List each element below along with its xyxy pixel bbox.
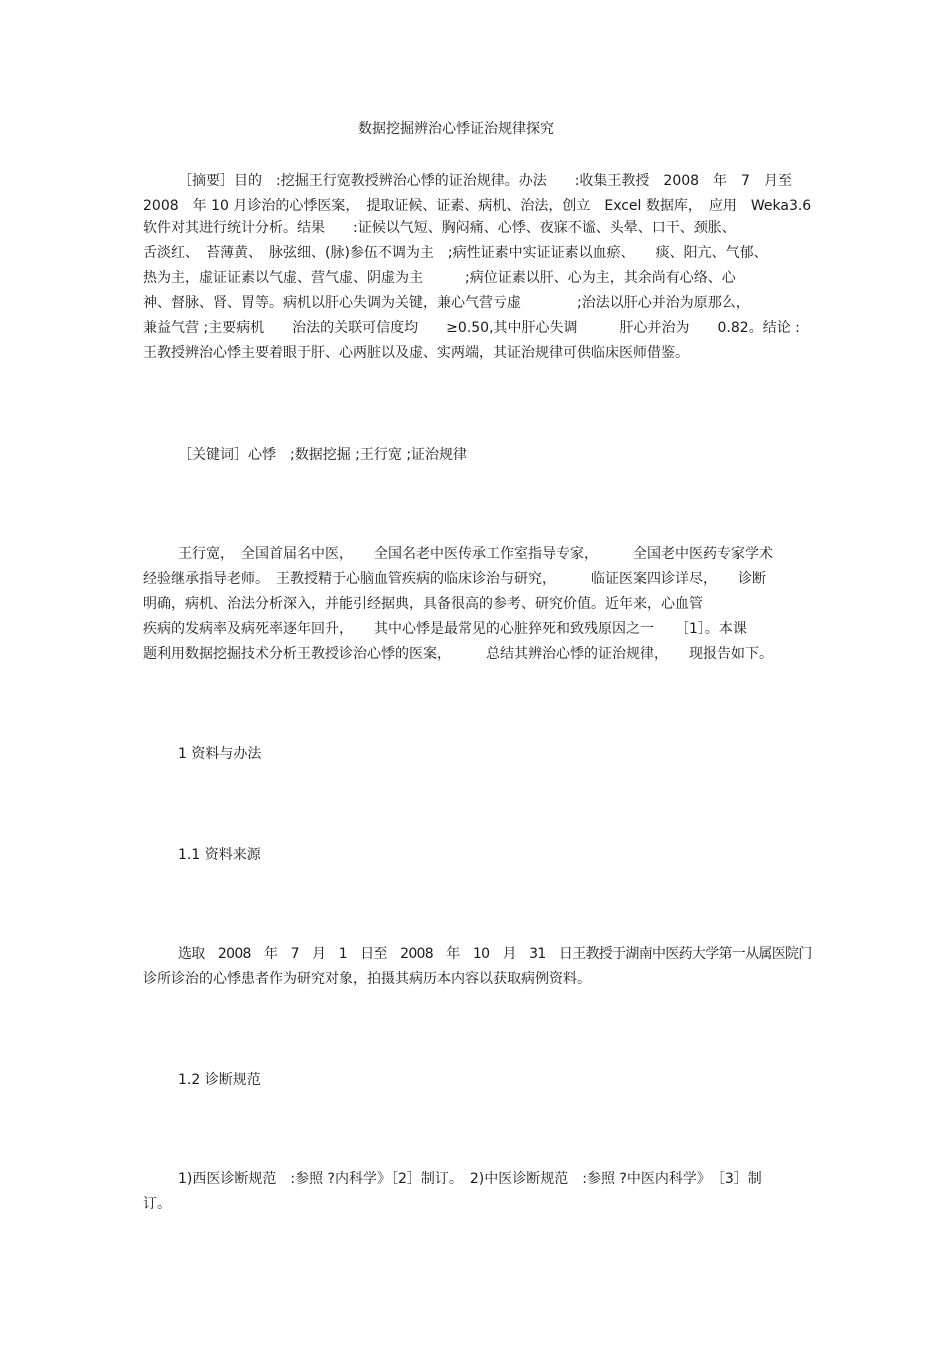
keywords-line: ［关键词］心悸 ;数据挖掘 ;王行宽 ;证治规律: [178, 447, 468, 463]
abstract-line: 2008 年 10 月诊治的心悸医案， 提取证候、证素、病机、治法，创立 Excel 数据库， 应用 Weka3.6: [143, 198, 812, 214]
section-heading-1-2: 1.2 诊断规范: [178, 1072, 261, 1088]
diagnosis-line: 订。: [143, 1196, 171, 1212]
intro-line: 题利用数据挖掘技术分析王教授诊治心悸的医案， 总结其辨治心悸的证治规律， 现报告如下。: [143, 646, 773, 662]
abstract-line: 王教授辨治心悸主要着眼于肝、心两脏以及虚、实两端，其证治规律可供临床医师借鉴。: [143, 345, 689, 361]
intro-line: 疾病的发病率及病死率逐年回升， 其中心悸是最常见的心脏猝死和致残原因之一 ［1］。本课: [143, 621, 747, 637]
abstract-line: 神、督脉、肾、胃等。病机以肝心失调为关键，兼心气营亏虚 ;治法以肝心并治为原那么，: [143, 295, 750, 311]
abstract-line: ［摘要］目的 :挖掘王行宽教授辨治心悸的证治规律。办法 :收集王教授 2008 年 7 月至: [178, 173, 792, 189]
abstract-line: 兼益气营 ;主要病机 治法的关联可信度均 ≥0.50,其中肝心失调 肝心并治为 0.82。结论 :: [143, 320, 800, 336]
abstract-line: 软件对其进行统计分析。结果 :证候以气短、胸闷痛、心悸、夜寐不谧、头晕、口干、颈胀、: [143, 220, 736, 236]
section-heading-1: 1 资料与办法: [178, 746, 262, 762]
page-title: 数据挖掘辨治心悸证治规律探究: [358, 121, 554, 137]
source-line: 诊所诊治的心悸患者作为研究对象，拍摄其病历本内容以获取病例资料。: [143, 971, 591, 987]
source-line: 选取 2008 年 7 月 1 日至 2008 年 10 月 31 日王教授于湖南中医药大学第一从属医院门: [178, 946, 812, 962]
intro-line: 王行宽， 全国首届名中医， 全国名老中医传承工作室指导专家， 全国老中医药专家学术: [178, 546, 773, 562]
intro-line: 明确，病机、治法分析深入，并能引经据典，具备很高的参考、研究价值。近年来，心血管: [143, 596, 703, 612]
section-heading-1-1: 1.1 资料来源: [178, 847, 261, 863]
abstract-line: 舌淡红、 苔薄黄、 脉弦细、(脉)参伍不调为主 ;病性证素中实证证素以血瘀、 痰、阳亢、气郁、: [143, 245, 768, 261]
intro-line: 经验继承指导老师。 王教授精于心脑血管疾病的临床诊治与研究， 临证医案四诊详尽， 诊断: [143, 571, 766, 587]
diagnosis-line: 1)西医诊断规范 :参照 ?内科学》［2］制订。 2)中医诊断规范 :参照 ?中医内科学》 ［3］制: [178, 1171, 762, 1187]
abstract-line: 热为主，虚证证素以气虚、营气虚、阴虚为主 ;病位证素以肝、心为主，其余尚有心络、心: [143, 270, 736, 286]
